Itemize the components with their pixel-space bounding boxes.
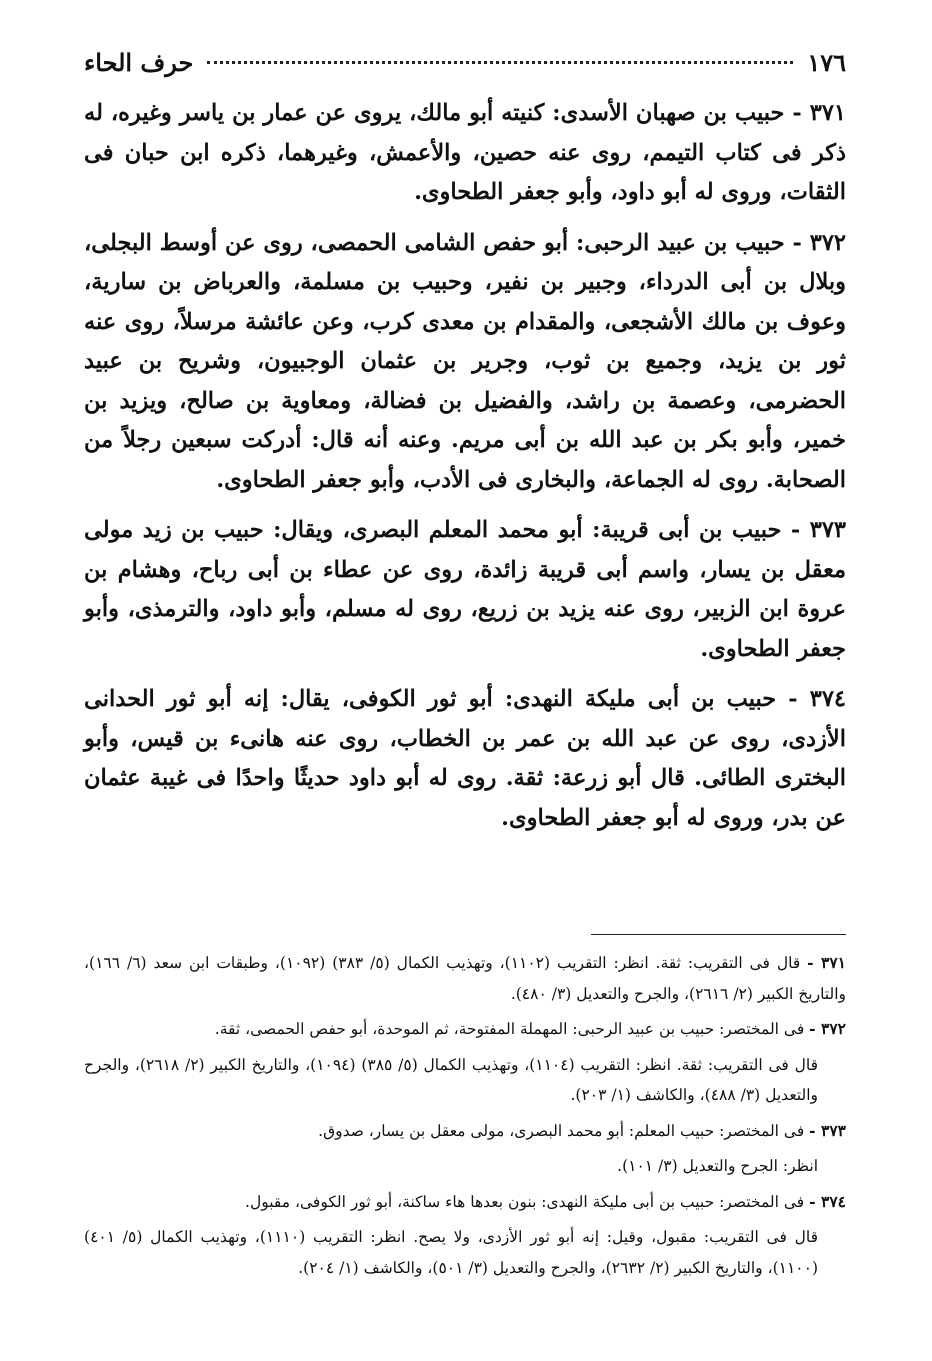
footnote-text: قال فى التقريب: مقبول، وقيل: إنه أبو ثور الأزدى، ولا يصح. انظر: التقريب (١١١٠)، وتهذيب الكمال (٥/ ٤٠١) (١١٠٠)، والتاريخ الكبير (٢/ ٢٦٣٢)، والجرح والتعديل (٣/ ٥٠١)، والكاشف (١/ ٢٠٤). [84, 1228, 819, 1277]
page-number: ١٧٦ [807, 47, 846, 77]
footnote-373-continued [84, 1151, 846, 1182]
footnote-text: فى المختصر: حبيب بن عبيد الرحبى: المهملة المفتوحة، ثم الموحدة، أبو حفص الحمصى، ثقة. [214, 1020, 805, 1038]
entry-371: ٣٧١ - حبيب بن صهبان الأسدى: كنيته أبو مالك، يروى عن عمار بن ياسر وغيره، له ذكر فى كتاب التيمم، روى عنه حصين، والأعمش، وغيرهما، ذكره ابن حبان فى الثقات، وروى له أبو داود، وأبو جعفر الطحاوى. [84, 100, 846, 205]
footnote-divider [591, 934, 846, 935]
footnote-number: ٣٧١ - [807, 953, 846, 972]
footnote-374 [84, 1187, 846, 1218]
footnote-text: قال فى التقريب: ثقة. انظر: التقريب (١١٠٤)، وتهذيب الكمال (٥/ ٣٨٥) (١٠٩٤)، والتاريخ الكبير (٢/ ٢٦١٨)، والجرح والتعديل (٣/ ٤٨٨)، والكاشف (١/ ٢٠٣). [84, 1055, 818, 1104]
footnote-number: ٣٧٤ - [809, 1191, 846, 1211]
header-dotted-leader [207, 61, 793, 64]
footnote-text: قال فى التقريب: ثقة. انظر: التقريب (١١٠٢)، وتهذيب الكمال (٥/ ٣٨٣) (١٠٩٢)، وطبقات ابن سعد (٦/ ١٦٦)، والتاريخ الكبير (٢/ ٢٦١٦)، والجرح والتعديل (٣/ ٤٨٠). [84, 954, 846, 1003]
entry-372: ٣٧٢ - حبيب بن عبيد الرحبى: أبو حفص الشامى الحمصى، روى عن أوسط البجلى، وبلال بن أبى الدرداء، وجبير بن نفير، وحبيب بن مسلمة، والعرباض بن سارية، وعوف بن مالك الأشجعى، والمقدام بن معدى كرب، وعن عائشة مرسلاً، روى عنه ثور بن يزيد، وجميع بن ثوب، وجرير بن عثمان الوجبيون، وشريح بن عبيد الحضرمى، وعصمة بن راشد، والفضيل بن فضالة، ومعاوية بن صالح، ويزيد بن خمير، وأبو بكر بن عبد الله بن أبى مريم. وعنه أنه قال: أدركت سبعين رجلاً من الصحابة. روى له الجماعة، والبخارى فى الأدب، وأبو جعفر الطحاوى. [84, 229, 846, 493]
footnote-text: فى المختصر: حبيب المعلم: أبو محمد البصرى، مولى معقل بن يسار، صدوق. [318, 1121, 805, 1140]
footnote-374-continued [84, 1222, 846, 1283]
entry-373: ٣٧٣ - حبيب بن أبى قريبة: أبو محمد المعلم البصرى، ويقال: حبيب بن زيد مولى معقل بن يسار، واسم أبى قريبة زائدة، روى عن عطاء بن أبى رباح، وهشام بن عروة ابن الزبير، روى عنه يزيد بن زريع، روى له مسلم، وأبو داود، والترمذى، وأبو جعفر الطحاوى. [84, 517, 846, 662]
main-text [84, 94, 846, 849]
page-header [84, 42, 846, 82]
footnote-371 [84, 948, 846, 1009]
footnote-text: انظر: الجرح والتعديل (٣/ ١٠١). [617, 1157, 818, 1175]
entry-374: ٣٧٤ - حبيب بن أبى مليكة النهدى: أبو ثور الكوفى، يقال: إنه أبو ثور الحدانى الأزدى، روى عن عبد الله بن عمر بن الخطاب، روى عنه هانىء بن قيس، وأبو البخترى الطائى. قال أبو زرعة: ثقة. روى له أبو داود حديثًا واحدًا فى غيبة عثمان عن بدر، وروى له أبو جعفر الطحاوى. [84, 686, 846, 831]
footnotes [84, 948, 846, 1288]
footnote-number: ٣٧٣ - [809, 1120, 846, 1140]
footnote-372 [84, 1014, 846, 1045]
footnote-number: ٣٧٢ - [809, 1019, 846, 1038]
section-title: حرف الحاء [84, 47, 194, 77]
footnote-372-continued [84, 1050, 846, 1111]
footnote-text: فى المختصر: حبيب بن أبى مليكة النهدى: بنون بعدها هاء ساكنة، أبو ثور الكوفى، مقبول. [245, 1192, 805, 1211]
footnote-373 [84, 1116, 846, 1147]
